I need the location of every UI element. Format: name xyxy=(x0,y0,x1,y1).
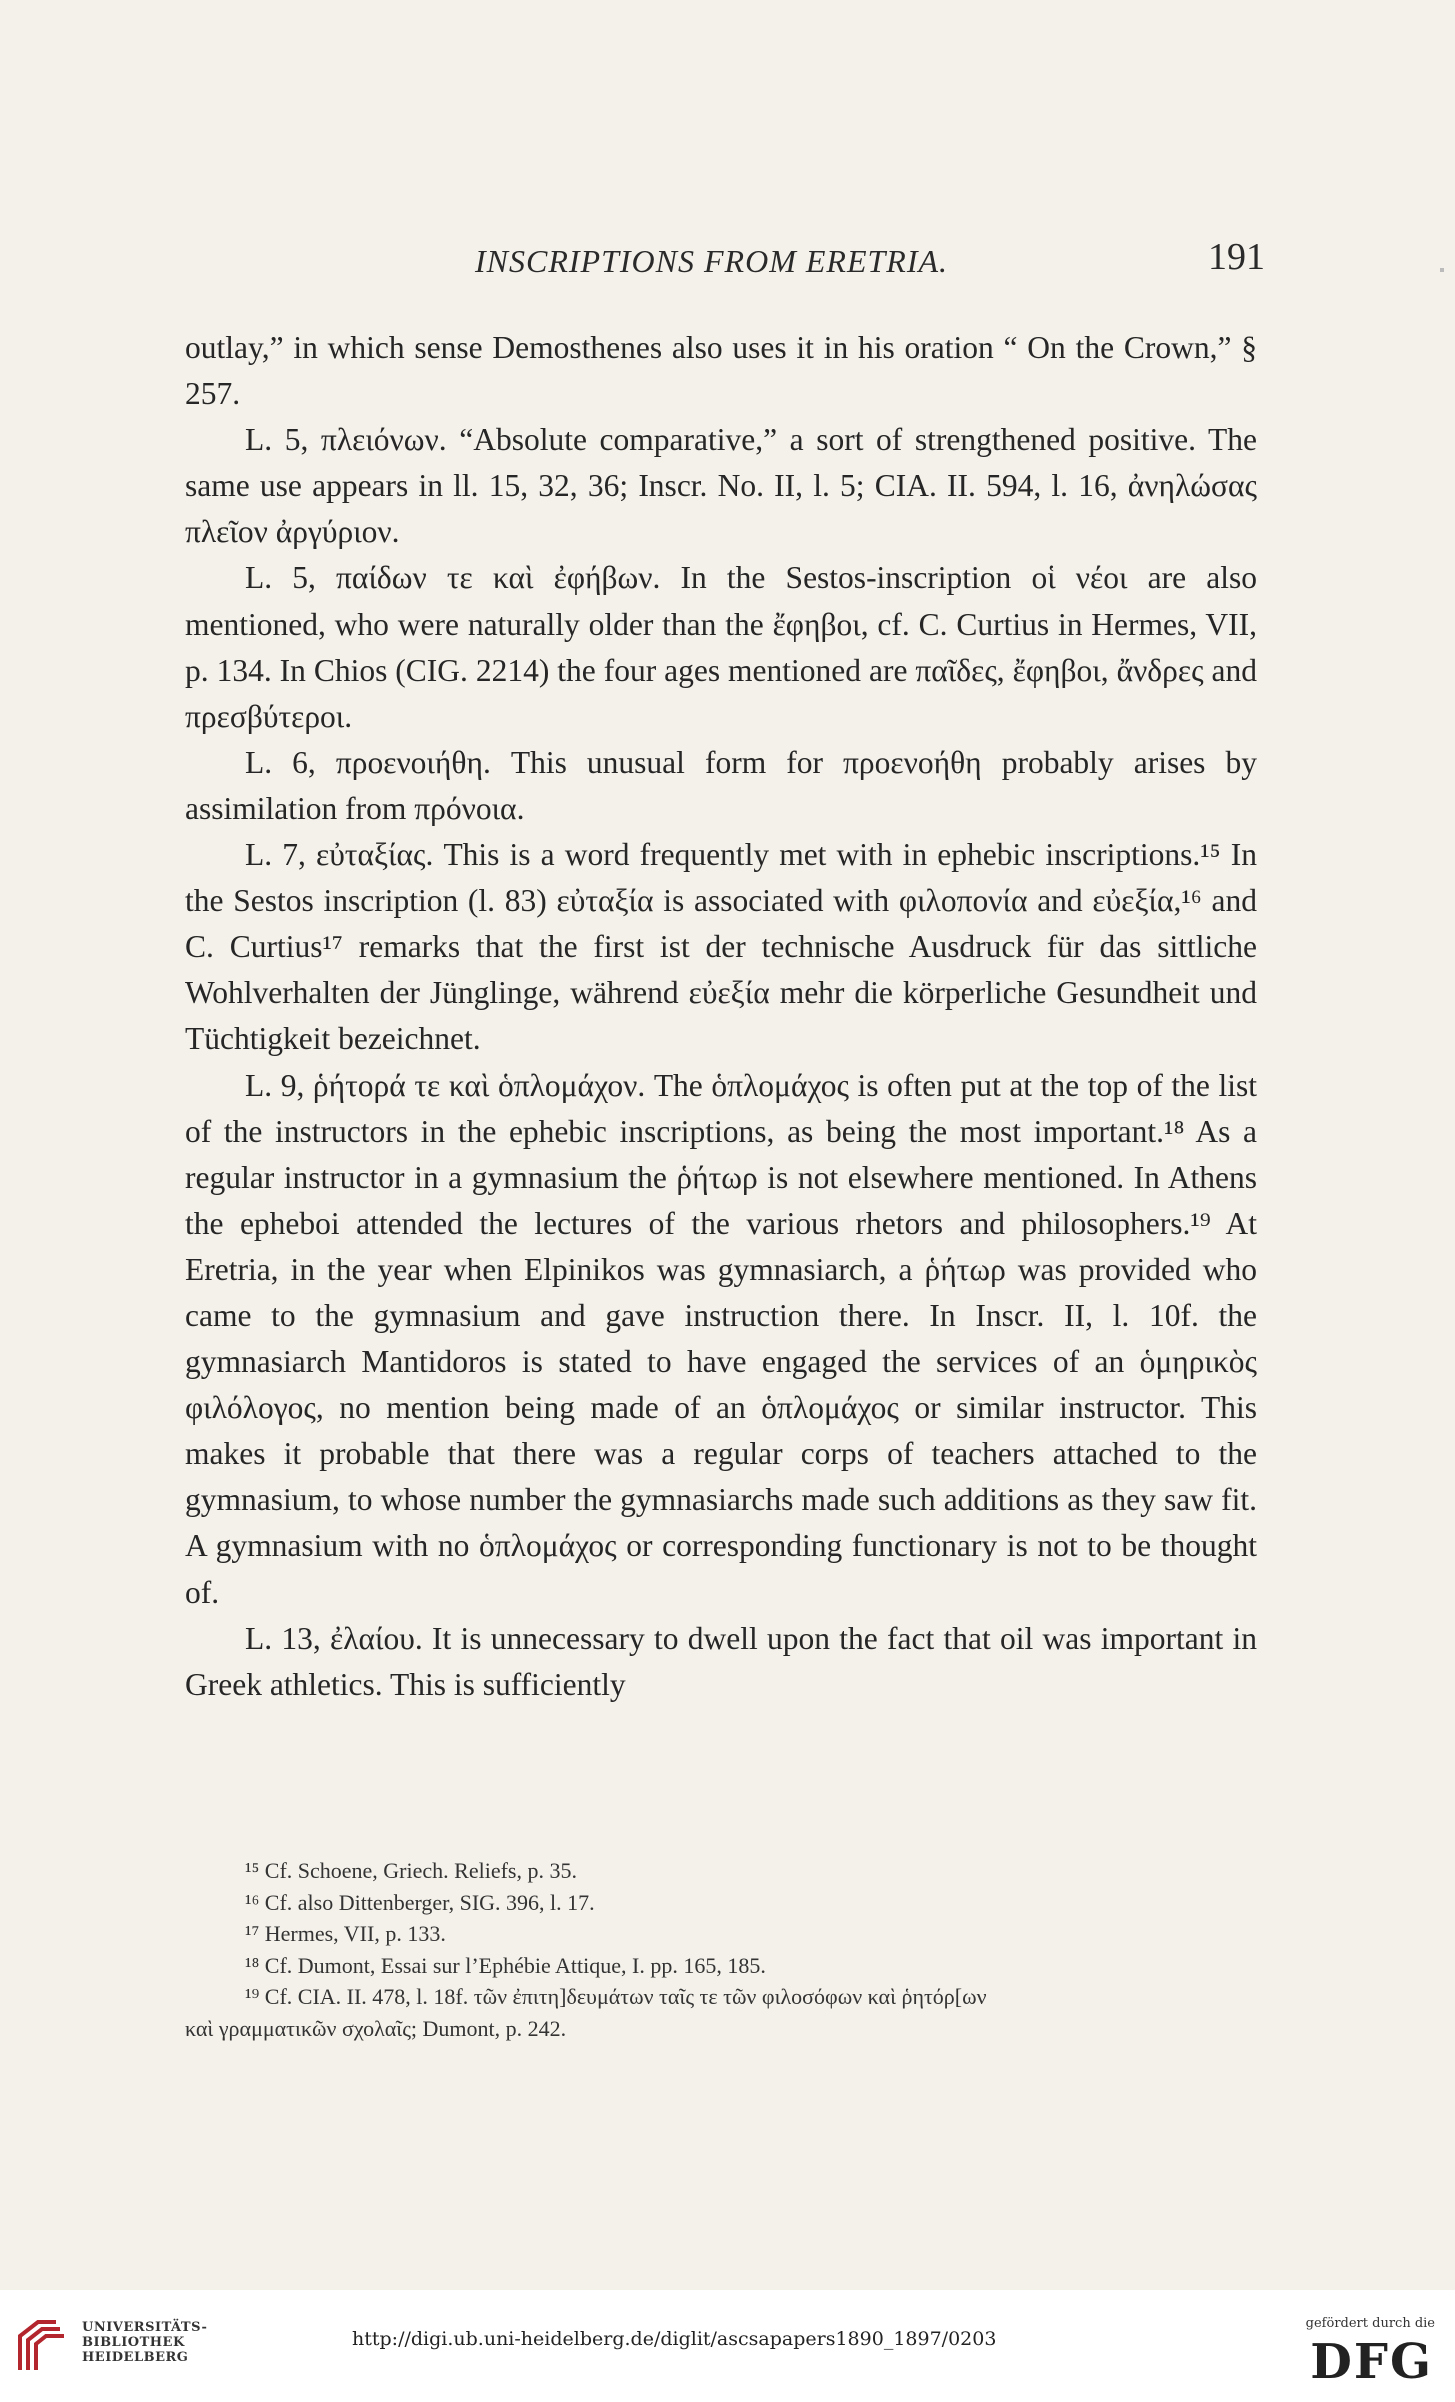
paragraph: L. 7, εὐταξίας. This is a word frequently met with in ephebic inscriptions.¹⁵ In the Sestos inscription (l. 83) εὐταξία is associated with φιλοπονία and εὐεξία,¹⁶ and C. Curtius¹⁷ remarks that the first ist der technische Ausdruck für das sittliche Wohlverhalten der Jünglinge, während εὐεξία mehr die körperliche Gesundheit und Tüchtigkeit bezeichnet. xyxy=(185,837,1257,1057)
paragraph: outlay,” in which sense Demosthenes also uses it in his oration “ On the Crown,” § 257. xyxy=(185,330,1257,412)
running-title: INSCRIPTIONS FROM ERETRIA. xyxy=(475,243,949,279)
library-name xyxy=(82,2320,207,2365)
paragraph: L. 9, ῥήτορά τε καὶ ὁπλομάχον. The ὁπλομάχος is often put at the top of the list of the instructors in the ephebic inscriptions, as being the most important.¹⁸ As a regular instructor in a gymnasium the ῥήτωρ is not elsewhere mentioned. In Athens the epheboi attended the lectures of the various rhetors and philosophers.¹⁹ At Eretria, in the year when Elpinikos was gymnasiarch, a ῥήτωρ was provided who came to the gymnasium and gave instruction there. In Inscr. II, l. 10f. the gymnasiarch Mantidoros is stated to have engaged the services of an ὁμηρικὸς φιλόλογος, no mention being made of an ὁπλομάχος or similar instructor. This makes it probable that there was a regular corps of teachers attached to the gymnasium, to whose number the gymnasiarchs made such additions as they saw fit. A gymnasium with no ὁπλομάχος or corresponding functionary is not to be thought of. xyxy=(185,1067,1257,1610)
footnote-continuation: καὶ γραμματικῶν σχολαῖς; Dumont, p. 242. xyxy=(185,2015,567,2041)
footnotes xyxy=(185,1855,1257,2045)
footnote: ¹⁸ Cf. Dumont, Essai sur l’Ephébie Attique, I. pp. 165, 185. xyxy=(245,1952,766,1978)
funder-caption: gefördert durch die xyxy=(1305,2316,1435,2331)
source-url-link[interactable]: http://digi.ub.uni-heidelberg.de/diglit/ascsapapers1890_1897/0203 xyxy=(352,2328,997,2350)
footnote: ¹⁷ Hermes, VII, p. 133. xyxy=(245,1921,446,1947)
page-number: 191 xyxy=(1208,236,1265,278)
body-text xyxy=(185,325,1257,1708)
footnote: ¹⁹ Cf. CIA. II. 478, l. 18f. τῶν ἐπιτη]δευμάτων ταῖς τε τῶν φιλοσόφων καὶ ῥητόρ[ων xyxy=(245,1984,987,2010)
scan-mark xyxy=(1440,268,1444,272)
paragraph: L. 13, ἐλαίου. It is unnecessary to dwell upon the fact that oil was important in Greek athletics. This is sufficiently xyxy=(185,1620,1257,1702)
paragraph: L. 5, παίδων τε καὶ ἐφήβων. In the Sestos-inscription οἱ νέοι are also mentioned, who were naturally older than the ἔφηβοι, cf. C. Curtius in Hermes, VII, p. 134. In Chios (CIG. 2214) the four ages mentioned are παῖδες, ἔφηβοι, ἄνδρες and πρεσβύτεροι. xyxy=(185,560,1257,734)
paragraph: L. 6, προενοιήθη. This unusual form for προενοήθη probably arises by assimilation from πρόνοια. xyxy=(185,744,1257,826)
library-logo-icon xyxy=(16,2318,68,2374)
library-line: BIBLIOTHEK xyxy=(82,2335,185,2350)
dfg-logo: DFG xyxy=(1310,2334,1433,2390)
footnote: ¹⁶ Cf. also Dittenberger, SIG. 396, l. 17. xyxy=(245,1889,595,1915)
footnote: ¹⁵ Cf. Schoene, Griech. Reliefs, p. 35. xyxy=(245,1858,577,1883)
library-line: HEIDELBERG xyxy=(82,2350,189,2365)
paragraph: L. 5, πλειόνων. “Absolute comparative,” a sort of strengthened positive. The same use appears in ll. 15, 32, 36; Inscr. No. II, l. 5; CIA. II. 594, l. 16, ἀνηλώσας πλεῖον ἀργύριον. xyxy=(185,422,1257,550)
page-header xyxy=(185,235,1265,295)
library-line: UNIVERSITÄTS- xyxy=(82,2320,208,2335)
